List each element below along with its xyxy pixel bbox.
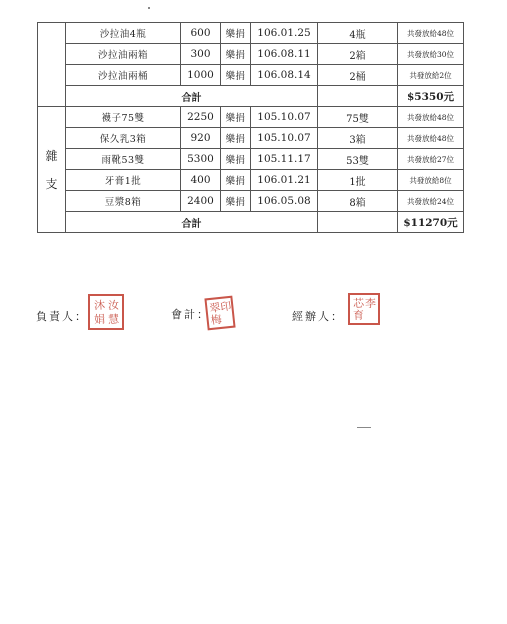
- table-row: [38, 170, 464, 191]
- amount-cell: 400: [181, 170, 221, 191]
- kind-cell: 樂捐: [221, 128, 251, 149]
- total-spacer: [318, 212, 398, 233]
- item-cell: 襪子75雙: [66, 107, 181, 128]
- item-cell: 牙膏1批: [66, 170, 181, 191]
- seal-char: 育: [352, 308, 364, 322]
- scan-speck: [148, 7, 150, 9]
- amount-cell: 600: [181, 23, 221, 44]
- amount-cell: 2400: [181, 191, 221, 212]
- seal-char: 沐: [93, 298, 105, 312]
- date-cell: 105.11.17: [251, 149, 318, 170]
- kind-cell: 樂捐: [221, 65, 251, 86]
- note-cell: 共發放給30位: [398, 44, 464, 65]
- table-row: [38, 23, 464, 44]
- date-cell: 106.05.08: [251, 191, 318, 212]
- amount-cell: 2250: [181, 107, 221, 128]
- kind-cell: 樂捐: [221, 170, 251, 191]
- kind-cell: 樂捐: [221, 107, 251, 128]
- note-cell: 共發放給48位: [398, 23, 464, 44]
- item-cell: 雨靴53雙: [66, 149, 181, 170]
- total-row: [38, 212, 464, 233]
- item-cell: 沙拉油兩箱: [66, 44, 181, 65]
- seal-char: 芯: [352, 296, 364, 310]
- section-2: [38, 107, 464, 233]
- table-row: [38, 128, 464, 149]
- item-cell: 保久乳3箱: [66, 128, 181, 149]
- total-row: [38, 86, 464, 107]
- total-spacer: [318, 86, 398, 107]
- accountant-seal: [204, 296, 235, 331]
- responsible-label: 負責人：: [36, 310, 88, 323]
- date-cell: 106.01.21: [251, 170, 318, 191]
- total-label: 合計: [66, 212, 318, 233]
- qty-cell: 75雙: [318, 107, 398, 128]
- qty-cell: 2箱: [318, 44, 398, 65]
- kind-cell: 樂捐: [221, 191, 251, 212]
- note-cell: 共發放給8位: [398, 170, 464, 191]
- date-cell: 106.08.11: [251, 44, 318, 65]
- amount-cell: 920: [181, 128, 221, 149]
- responsible-seal: [88, 294, 124, 330]
- qty-cell: 8箱: [318, 191, 398, 212]
- seal-char: 李: [364, 296, 376, 310]
- seal-char: 娟: [93, 312, 105, 326]
- seal-char: 慧: [107, 312, 119, 326]
- table-row: [38, 191, 464, 212]
- seal-char: 梅: [209, 312, 223, 327]
- date-cell: 106.08.14: [251, 65, 318, 86]
- note-cell: 共發放給27位: [398, 149, 464, 170]
- total-value: $5350元: [398, 86, 464, 107]
- category-cell: [38, 107, 66, 233]
- qty-cell: 1批: [318, 170, 398, 191]
- total-label: 合計: [66, 86, 318, 107]
- table-row: [38, 65, 464, 86]
- section-1: [38, 23, 464, 107]
- total-value: $11270元: [398, 212, 464, 233]
- qty-cell: 4瓶: [318, 23, 398, 44]
- date-cell: 106.01.25: [251, 23, 318, 44]
- item-cell: 沙拉油兩桶: [66, 65, 181, 86]
- note-cell: 共發放給2位: [398, 65, 464, 86]
- amount-cell: 1000: [181, 65, 221, 86]
- qty-cell: 53雙: [318, 149, 398, 170]
- seal-char: 汝: [107, 298, 119, 312]
- accountant-label: 會計：: [171, 308, 210, 321]
- amount-cell: 300: [181, 44, 221, 65]
- scan-mark: [357, 427, 371, 428]
- category-cell: [38, 23, 66, 107]
- note-cell: 共發放給24位: [398, 191, 464, 212]
- note-cell: 共發放給48位: [398, 128, 464, 149]
- handler-seal: [348, 293, 380, 325]
- qty-cell: 3箱: [318, 128, 398, 149]
- kind-cell: 樂捐: [221, 149, 251, 170]
- seal-char: 翠: [208, 300, 222, 315]
- table-row: [38, 149, 464, 170]
- qty-cell: 2桶: [318, 65, 398, 86]
- donation-ledger-table: [37, 22, 464, 233]
- kind-cell: 樂捐: [221, 23, 251, 44]
- table-row: [38, 107, 464, 128]
- seal-char: 印: [219, 299, 233, 314]
- date-cell: 105.10.07: [251, 128, 318, 149]
- date-cell: 105.10.07: [251, 107, 318, 128]
- item-cell: 豆漿8箱: [66, 191, 181, 212]
- amount-cell: 5300: [181, 149, 221, 170]
- kind-cell: 樂捐: [221, 44, 251, 65]
- category-label: 雜 支: [45, 148, 58, 191]
- handler-label: 經辦人：: [292, 310, 344, 323]
- table-row: [38, 44, 464, 65]
- item-cell: 沙拉油4瓶: [66, 23, 181, 44]
- note-cell: 共發放給48位: [398, 107, 464, 128]
